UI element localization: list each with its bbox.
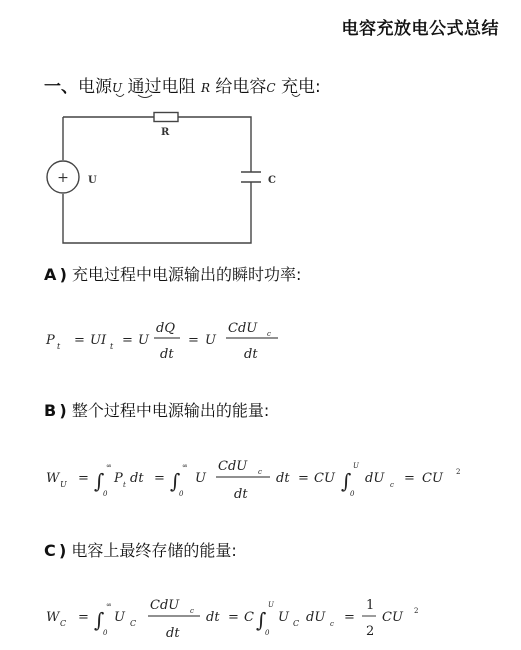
- heading-text-2: 通过电阻: [127, 77, 196, 97]
- fb-eq3: =: [298, 471, 309, 486]
- var-C: C: [266, 81, 276, 95]
- section-prefix: 一、: [44, 77, 78, 97]
- label-C: C: [268, 175, 276, 186]
- heading-text-1: 电源: [78, 77, 112, 97]
- fc-sub-c2: c: [190, 607, 194, 615]
- fc-int1-up: ∞: [106, 601, 112, 609]
- source-plus-sign: +: [57, 170, 69, 186]
- heading-text-3: 给电容: [215, 77, 267, 97]
- fa-U1: U: [138, 333, 149, 348]
- fc-sub-C: C: [60, 619, 67, 628]
- fa-dt1: dt: [160, 347, 174, 362]
- fc-eq1: =: [78, 610, 89, 625]
- fb-integral-3: ∫: [341, 469, 352, 493]
- fa-dt2: dt: [244, 347, 258, 362]
- fb-P: P: [114, 471, 123, 486]
- fc-integral-1: ∫: [94, 608, 105, 632]
- fb-CU2: CU: [422, 471, 443, 486]
- fb-int3-lo: 0: [350, 490, 355, 498]
- var-U: U: [112, 81, 123, 95]
- fb-integral-2: ∫: [170, 469, 181, 493]
- formula-b: [40, 452, 480, 508]
- part-a-text: 充电过程中电源输出的瞬时功率:: [72, 265, 302, 284]
- fa-P: P: [46, 333, 55, 348]
- heading-text-4: 充电:: [280, 77, 321, 97]
- page-title: 电容充放电公式总结: [341, 19, 499, 39]
- fc-int1-lo: 0: [103, 629, 108, 637]
- part-b-letter: B: [44, 401, 57, 420]
- label-U: U: [88, 175, 97, 186]
- fc-sub-C3: C: [293, 619, 300, 628]
- fa-UI: UI: [90, 333, 107, 348]
- fc-CU: CU: [382, 610, 403, 625]
- resistor-symbol: [154, 113, 178, 122]
- fc-U1: U: [114, 610, 125, 625]
- fc-dU: dU: [306, 610, 326, 625]
- fa-sub-c: c: [267, 330, 271, 338]
- fc-dt2: dt: [206, 610, 220, 625]
- fb-int3-up: U: [353, 462, 359, 470]
- fb-CU1: CU: [314, 471, 335, 486]
- part-a-letter: A: [44, 265, 57, 284]
- fc-dt1: dt: [166, 626, 180, 641]
- formula-c: [40, 590, 460, 648]
- fc-eq3: =: [344, 610, 355, 625]
- fa-dQ: dQ: [156, 321, 175, 336]
- fa-eq3: =: [188, 333, 199, 348]
- fb-eq1: =: [78, 471, 89, 486]
- fa-CdU: CdU: [228, 321, 258, 336]
- fc-eq2: =: [228, 610, 239, 625]
- fc-int2-up: U: [268, 601, 274, 609]
- label-R: R: [161, 127, 170, 138]
- formula-a: [40, 316, 320, 368]
- fb-int2-lo: 0: [179, 490, 184, 498]
- fc-square: 2: [414, 607, 419, 615]
- fb-eq4: =: [404, 471, 415, 486]
- fb-square: 2: [456, 468, 461, 476]
- fc-CdU: CdU: [150, 598, 180, 613]
- fb-W: W: [46, 471, 60, 486]
- fc-W: W: [46, 610, 60, 625]
- heading-underline-marks: [114, 92, 314, 100]
- fb-CdU: CdU: [218, 459, 248, 474]
- fb-integral-1: ∫: [94, 469, 105, 493]
- part-b-heading: B ) 整个过程中电源输出的能量:: [44, 401, 270, 420]
- fc-integral-2: ∫: [256, 608, 267, 632]
- fa-sub-t2: t: [110, 342, 114, 351]
- fb-int2-up: ∞: [182, 462, 188, 470]
- fb-int1-lo: 0: [103, 490, 108, 498]
- fc-C: C: [244, 610, 254, 625]
- wire-bottom: [63, 182, 251, 243]
- fb-dt1: dt: [130, 471, 144, 486]
- fb-eq2: =: [154, 471, 165, 486]
- part-c-letter: C: [44, 541, 56, 560]
- rc-circuit-diagram: [40, 108, 280, 250]
- fc-U2: U: [278, 610, 289, 625]
- fc-sub-c4: c: [330, 620, 334, 628]
- fc-frac-den: 2: [366, 624, 375, 639]
- fb-int1-up: ∞: [106, 462, 112, 470]
- fb-sub-c2: c: [390, 481, 394, 489]
- fb-U1: U: [195, 471, 206, 486]
- fb-dU: dU: [365, 471, 385, 486]
- fb-sub-U: U: [60, 480, 67, 489]
- fc-int2-lo: 0: [265, 629, 270, 637]
- fa-eq1: =: [74, 333, 85, 348]
- var-R: R: [200, 81, 210, 95]
- fb-dt2: dt: [234, 487, 248, 502]
- part-c-heading: C ) 电容上最终存储的能量:: [44, 541, 237, 560]
- part-c-text: 电容上最终存储的能量:: [71, 541, 237, 560]
- fb-dt3: dt: [276, 471, 290, 486]
- part-b-text: 整个过程中电源输出的能量:: [71, 401, 270, 420]
- fa-U2: U: [205, 333, 216, 348]
- wire-top-right: [178, 117, 251, 172]
- fc-frac-num: 1: [366, 598, 375, 613]
- fb-sub-t: t: [123, 481, 126, 489]
- part-a-heading: A ) 充电过程中电源输出的瞬时功率:: [44, 265, 302, 284]
- fb-sub-c1: c: [258, 468, 262, 476]
- fa-sub-t: t: [57, 342, 61, 351]
- fc-sub-C1: C: [130, 619, 137, 628]
- fa-eq2: =: [122, 333, 133, 348]
